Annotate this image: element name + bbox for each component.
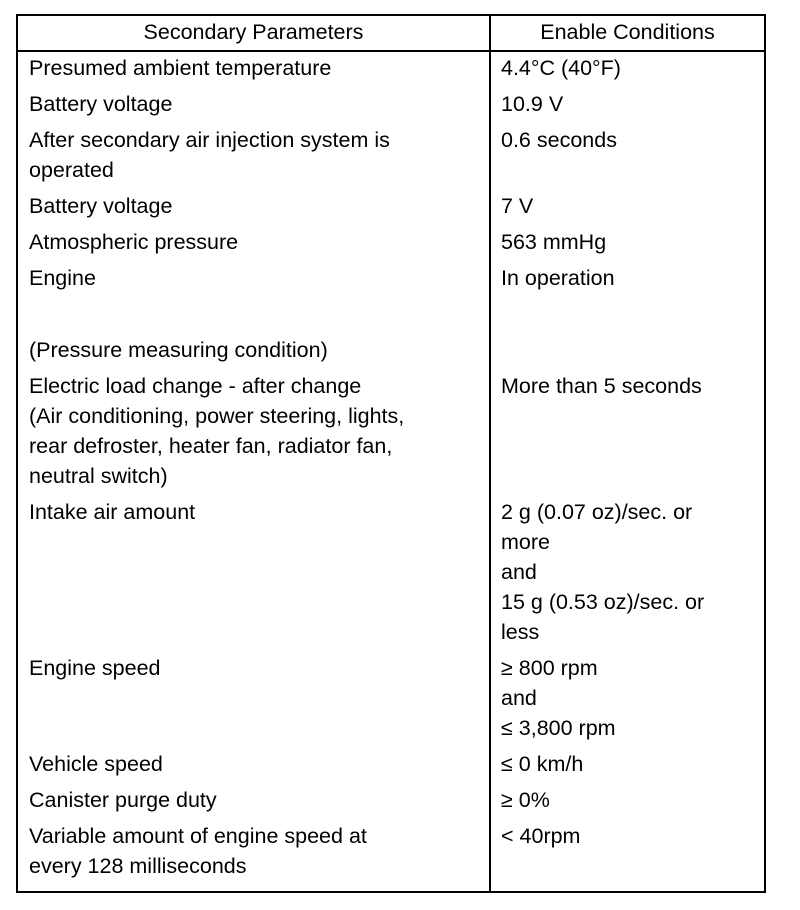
parameters-table (18, 16, 764, 891)
condition-text: In operation (501, 266, 615, 290)
condition-text: < 40rpm (501, 824, 581, 848)
condition-cell (490, 652, 764, 748)
table-row (18, 190, 764, 226)
condition-text: 0.6 seconds (501, 128, 617, 152)
condition-text: 15 g (0.53 oz)/sec. or (501, 590, 705, 614)
parameter-text: After secondary air injection system is (29, 128, 390, 152)
condition-cell (490, 370, 764, 496)
condition-cell (490, 51, 764, 88)
condition-cell (490, 298, 764, 334)
parameter-cell (18, 652, 490, 748)
parameter-text: Atmospheric pressure (29, 230, 239, 254)
table-row (18, 334, 764, 370)
parameter-cell (18, 496, 490, 652)
parameter-text: Canister purge duty (29, 788, 217, 812)
condition-text: 4.4°C (40°F) (501, 56, 621, 80)
parameter-text: every 128 milliseconds (29, 854, 247, 878)
parameter-cell (18, 88, 490, 124)
condition-cell (490, 748, 764, 784)
condition-text: ≤ 3,800 rpm (501, 716, 616, 740)
table-row (18, 820, 764, 891)
parameter-text: Battery voltage (29, 92, 173, 116)
parameter-cell (18, 190, 490, 226)
parameter-cell (18, 784, 490, 820)
table-row (18, 51, 764, 88)
header-secondary-parameters: Secondary Parameters (18, 16, 490, 51)
table-row (18, 124, 764, 190)
condition-cell (490, 88, 764, 124)
condition-text: and (501, 686, 537, 710)
table-row (18, 262, 764, 298)
table-row (18, 496, 764, 652)
parameter-cell (18, 226, 490, 262)
condition-text: ≥ 800 rpm (501, 656, 598, 680)
condition-text: 2 g (0.07 oz)/sec. or (501, 500, 693, 524)
header-enable-conditions: Enable Conditions (490, 16, 764, 51)
condition-text: less (501, 620, 540, 644)
parameter-text: neutral switch) (29, 464, 168, 488)
parameter-text: Presumed ambient temperature (29, 56, 332, 80)
parameter-cell (18, 298, 490, 334)
condition-text: ≤ 0 km/h (501, 752, 584, 776)
parameter-cell (18, 262, 490, 298)
table-row (18, 226, 764, 262)
condition-text: and (501, 560, 537, 584)
condition-cell (490, 124, 764, 190)
parameter-cell (18, 334, 490, 370)
parameter-text: Engine speed (29, 656, 161, 680)
table-row (18, 748, 764, 784)
parameter-cell (18, 51, 490, 88)
condition-cell (490, 190, 764, 226)
table-row (18, 784, 764, 820)
table-row (18, 370, 764, 496)
condition-text: ≥ 0% (501, 788, 550, 812)
condition-text: More than 5 seconds (501, 374, 702, 398)
condition-text: 7 V (501, 194, 534, 218)
parameter-text: Variable amount of engine speed at (29, 824, 367, 848)
condition-text: 10.9 V (501, 92, 564, 116)
condition-cell (490, 820, 764, 891)
header-row (18, 16, 764, 51)
condition-cell (490, 496, 764, 652)
condition-cell (490, 334, 764, 370)
condition-text: more (501, 530, 550, 554)
condition-cell (490, 226, 764, 262)
parameter-text: (Pressure measuring condition) (29, 338, 328, 362)
parameter-text: Battery voltage (29, 194, 173, 218)
condition-cell (490, 262, 764, 298)
parameter-text: operated (29, 158, 114, 182)
parameter-text: (Air conditioning, power steering, lights, (29, 404, 405, 428)
table-row (18, 652, 764, 748)
parameter-text: Electric load change - after change (29, 374, 362, 398)
parameter-text: Vehicle speed (29, 752, 163, 776)
condition-cell (490, 784, 764, 820)
table-row (18, 88, 764, 124)
parameter-text: rear defroster, heater fan, radiator fan, (29, 434, 393, 458)
parameter-cell (18, 124, 490, 190)
enable-conditions-table (16, 14, 766, 893)
parameter-text: Intake air amount (29, 500, 196, 524)
parameter-text: Engine (29, 266, 96, 290)
parameter-cell (18, 748, 490, 784)
parameter-cell (18, 370, 490, 496)
condition-text: 563 mmHg (501, 230, 607, 254)
parameter-cell (18, 820, 490, 891)
spacer-row (18, 298, 764, 334)
